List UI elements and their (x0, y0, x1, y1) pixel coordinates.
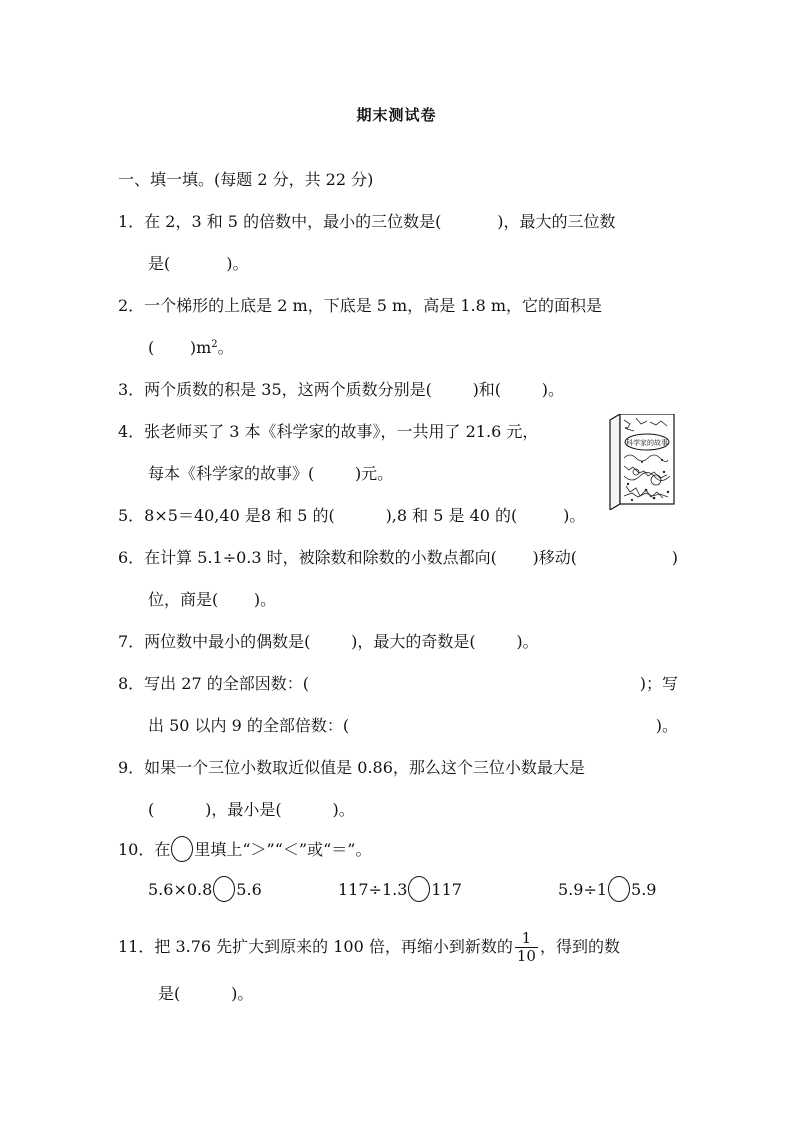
q4-text-c: )元。 (354, 464, 394, 483)
comparison-3-circle[interactable] (608, 876, 630, 902)
q3-text-b: )和( (472, 380, 502, 399)
q9-text-b: ( (148, 800, 155, 819)
comparison-2-left: 117÷1.3 (338, 880, 408, 899)
q11-text-a: 11．把 3.76 先扩大到原来的 100 倍，再缩小到新数的 (118, 937, 513, 956)
q10-text-a: 10．在 (118, 840, 171, 859)
q7-text-b: )，最大的奇数是( (351, 632, 476, 651)
q5-text-b: ),8 和 5 是 40 的( (385, 506, 518, 525)
book-illustration (606, 414, 676, 510)
comparison-item-1 (148, 876, 262, 902)
q7-text-c: )。 (516, 632, 539, 651)
q5-text-a: 5．8×5＝40,40 是8 和 5 的( (118, 506, 335, 525)
comparison-3-right: 5.9 (631, 880, 657, 899)
page-title: 期末测试卷 (356, 106, 437, 124)
q6-text-d: 位，商是( (148, 590, 219, 609)
q1-text-d: )。 (226, 254, 249, 273)
question-1-line-1 (118, 212, 678, 232)
question-6-line-2 (148, 590, 708, 610)
q6-text-b: )移动( (532, 548, 578, 567)
q11-text-b: ，得到的数 (539, 937, 620, 956)
comparison-1-circle[interactable] (213, 876, 235, 902)
q9-text-d: )。 (332, 800, 355, 819)
comparison-1-right: 5.6 (236, 880, 262, 899)
q11-text-d: )。 (231, 984, 254, 1003)
q8-text-a: 8．写出 27 的全部因数：( (118, 674, 309, 693)
q2-text-d: 。 (217, 338, 234, 357)
section-heading: 一、填一填。(每题 2 分，共 22 分) (118, 170, 374, 189)
q6-text-e: )。 (253, 590, 277, 609)
book-cover-title: 科学家的故事 (626, 439, 668, 447)
q2-superscript: 2 (211, 339, 218, 350)
answer-circle-example (171, 836, 193, 862)
question-5 (118, 506, 678, 526)
question-3 (118, 380, 678, 400)
fraction-numerator: 1 (515, 930, 538, 948)
q2-text-b: ( (148, 338, 155, 357)
q10-text-b: 里填上“＞”“＜”或“＝”。 (194, 840, 372, 859)
question-8-line-1 (118, 674, 678, 694)
question-9-line-1: 9．如果一个三位小数取近似值是 0.86，那么这个三位小数最大是 (118, 758, 585, 777)
fraction (515, 930, 538, 965)
question-2-line-2 (148, 338, 708, 358)
q5-text-c: )。 (563, 506, 586, 525)
q6-text-a: 6．在计算 5.1÷0.3 时，被除数和除数的小数点都向( (118, 548, 497, 567)
q8-text-c: 出 50 以内 9 的全部倍数：( (148, 716, 350, 735)
comparison-item-3 (558, 876, 656, 902)
question-11-line-2 (158, 984, 718, 1004)
question-8-line-2 (148, 716, 678, 736)
question-2-line-1: 2．一个梯形的上底是 2 m，下底是 5 m，高是 1.8 m，它的面积是 (118, 296, 603, 315)
q11-text-c: 是( (158, 984, 181, 1003)
q9-text-c: )，最小是( (205, 800, 282, 819)
q1-text-c: 是( (148, 254, 171, 273)
comparison-1-left: 5.6×0.8 (148, 880, 213, 899)
q3-text-a: 3．两个质数的积是 35，这两个质数分别是( (118, 380, 432, 399)
comparison-2-circle[interactable] (408, 876, 430, 902)
question-9-line-2 (148, 800, 708, 820)
question-1-line-2 (148, 254, 708, 274)
question-11-line-1 (118, 930, 688, 965)
q8-text-b: )；写 (639, 674, 678, 693)
q8-text-d: )。 (655, 716, 678, 735)
question-4-line-1: 4．张老师买了 3 本《科学家的故事》，一共用了 21.6 元， (118, 422, 539, 441)
comparison-item-2 (338, 876, 462, 902)
question-6-line-1 (118, 548, 678, 568)
q3-text-c: )。 (541, 380, 564, 399)
q4-text-b: 每本《科学家的故事》( (148, 464, 315, 483)
q1-text-a: 1．在 2，3 和 5 的倍数中，最小的三位数是( (118, 212, 442, 231)
q6-text-c: ) (671, 548, 678, 567)
comparison-2-right: 117 (431, 880, 462, 899)
question-7 (118, 632, 678, 652)
q2-text-c: )m (189, 338, 212, 357)
q7-text-a: 7．两位数中最小的偶数是( (118, 632, 311, 651)
fraction-denominator: 10 (516, 947, 536, 965)
question-10 (118, 836, 678, 862)
q1-text-b: )，最大的三位数 (497, 212, 616, 231)
comparison-3-left: 5.9÷1 (558, 880, 608, 899)
